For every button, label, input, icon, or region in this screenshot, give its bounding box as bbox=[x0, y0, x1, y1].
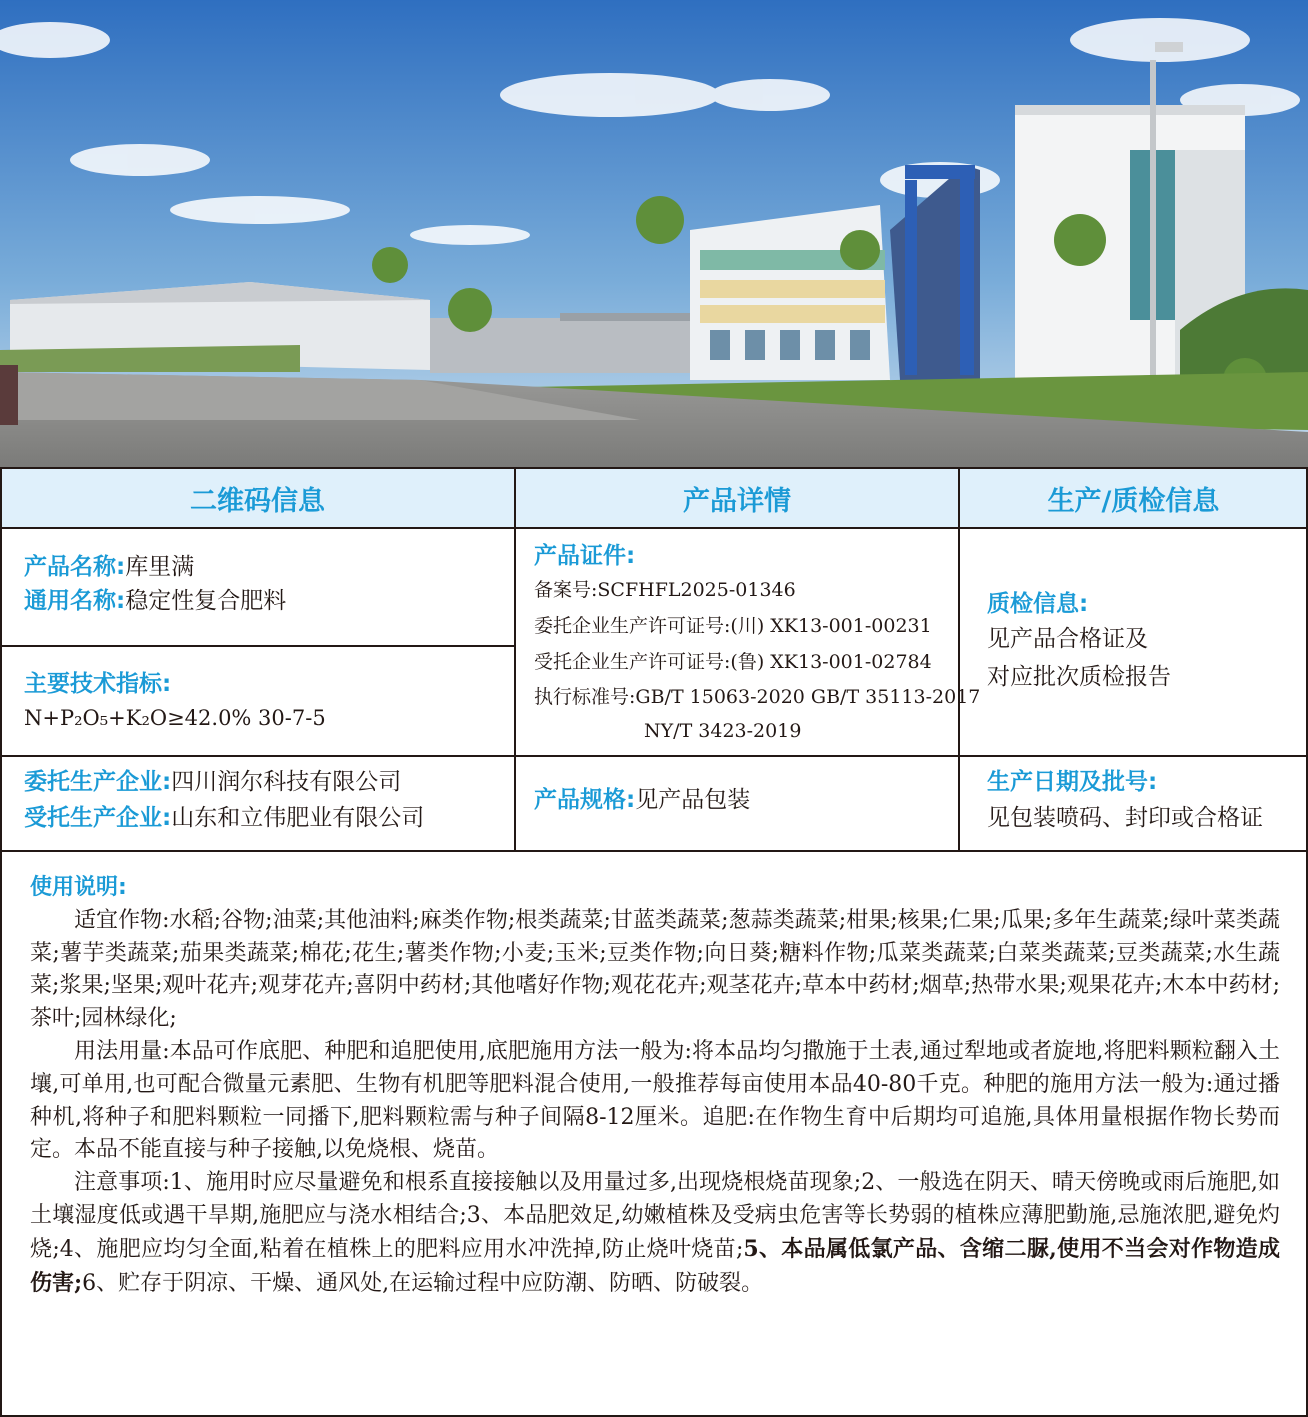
border-bottom bbox=[0, 1415, 1308, 1417]
entrust-company bbox=[24, 767, 401, 798]
header-product-details: 产品详情 bbox=[683, 485, 791, 517]
usage-notes bbox=[30, 1167, 1280, 1300]
usage-dosage: 用法用量:本品可作底肥、种肥和追肥使用,底肥施用方法一般为:将本品均匀撒施于土表,通过犁地或者旋地,将肥料颗粒翻入土壤,可单用,也可配合微量元素肥、生物有机肥等肥料混合使用,一般推荐每亩使用本品40-80千克。种肥的施用方法一般为:通过播种机,将种子和肥料颗粒一同播下,肥料颗粒需与种子间隔8-12厘米。追肥:在作物生育中后期均可追施,具体用量根据作物长势而定。本品不能直接与种子接触,以免烧根、烧苗。 bbox=[30, 1038, 1280, 1163]
product-name-value: 库里满 bbox=[125, 554, 195, 580]
divider-row2 bbox=[0, 755, 1308, 757]
tech-label: 主要技术指标: bbox=[24, 671, 172, 697]
quality-line2: 对应批次质检报告 bbox=[987, 664, 1171, 690]
product-spec-value: 见产品包装 bbox=[635, 787, 751, 813]
usage-notes-a: 注意事项:1、施用时应尽量避免和根系直接接触以及用量过多,出现烧根烧苗现象;2、一般选在阴天、晴天傍晚或雨后施肥,如土壤湿度低或遇干旱期,施肥应与浇水相结合;3、本品肥效足,幼嫩植株及受病虫危害等长势弱的植株应薄肥勤施,忌施浓肥,避免灼烧;4、施肥应均匀全面,粘着在植株上的肥料应用水冲洗掉,防止烧叶烧苗; bbox=[30, 1170, 1280, 1262]
divider-col1 bbox=[514, 467, 516, 851]
entrusted-company bbox=[24, 803, 424, 834]
common-name-label: 通用名称: bbox=[24, 588, 126, 614]
usage-title: 使用说明: bbox=[30, 875, 127, 900]
entrusted-company-value: 山东和立伟肥业有限公司 bbox=[171, 805, 425, 831]
certs-entrusted-license: 受托企业生产许可证号:(鲁) XK13-001-02784 bbox=[534, 651, 932, 673]
usage-instructions bbox=[30, 872, 1280, 1300]
certs-standard-2: NY/T 3423-2019 bbox=[644, 720, 802, 742]
usage-notes-c: 6、贮存于阴凉、干燥、通风处,在运输过程中应防潮、防晒、防破裂。 bbox=[82, 1270, 764, 1296]
entrust-company-label: 委托生产企业: bbox=[24, 769, 172, 795]
usage-notes-b: 5、本品属低氯产品、含缩二脲,使用不当会对作物造成伤害; bbox=[30, 1235, 1280, 1296]
tech-value: N+P₂O₅+K₂O≥42.0% 30-7-5 bbox=[24, 706, 326, 730]
product-name bbox=[24, 552, 194, 583]
entrusted-company-label: 受托生产企业: bbox=[24, 805, 172, 831]
common-name bbox=[24, 586, 286, 617]
usage-crops: 适宜作物:水稻;谷物;油菜;其他油料;麻类作物;根类蔬菜;甘蓝类蔬菜;葱蒜类蔬菜;柑果;核果;仁果;瓜果;多年生蔬菜;绿叶菜类蔬菜;薯芋类蔬菜;茄果类蔬菜;棉花;花生;薯类作物;小麦;玉米;豆类作物;向日葵;糖料作物;瓜菜类蔬菜;白菜类蔬菜;豆类蔬菜;水生蔬菜;浆果;坚果;观叶花卉;观芽花卉;喜阴中药材;其他嗜好作物;观花花卉;观茎花卉;草本中药材;烟草;热带水果;观果花卉;木本中药材;茶叶;园林绿化; bbox=[30, 907, 1280, 1032]
product-spec-label: 产品规格: bbox=[534, 787, 636, 813]
header-production-quality: 生产/质检信息 bbox=[1047, 485, 1220, 517]
divider-row-col1 bbox=[0, 645, 515, 647]
product-spec bbox=[534, 785, 750, 816]
certs-label: 产品证件: bbox=[534, 543, 636, 569]
certs-standard: 执行标准号:GB/T 15063-2020 GB/T 35113-2017 bbox=[534, 686, 981, 708]
date-value: 见包装喷码、封印或合格证 bbox=[987, 805, 1263, 831]
date-label: 生产日期及批号: bbox=[987, 769, 1158, 795]
common-name-value: 稳定性复合肥料 bbox=[125, 588, 287, 614]
certs-entrust-license: 委托企业生产许可证号:(川) XK13-001-00231 bbox=[534, 615, 932, 637]
info-table bbox=[0, 467, 1308, 1417]
divider-col2 bbox=[958, 467, 960, 851]
factory-photo bbox=[0, 0, 1308, 467]
header-qr-info: 二维码信息 bbox=[190, 485, 325, 517]
quality-line1: 见产品合格证及 bbox=[987, 626, 1148, 652]
border-left bbox=[0, 467, 2, 1417]
product-name-label: 产品名称: bbox=[24, 554, 126, 580]
entrust-company-value: 四川润尔科技有限公司 bbox=[171, 769, 402, 795]
quality-label: 质检信息: bbox=[987, 591, 1089, 617]
border-right bbox=[1306, 467, 1308, 1417]
certs-record-no: 备案号:SCFHFL2025-01346 bbox=[534, 579, 796, 601]
divider-row3 bbox=[0, 850, 1308, 852]
